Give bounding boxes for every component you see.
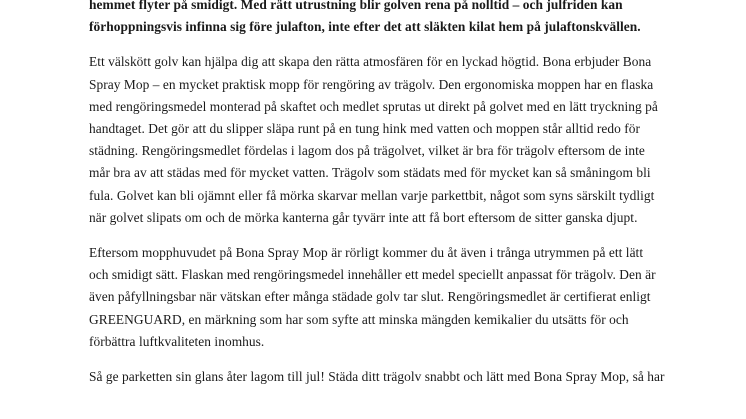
text-line: GREENGUARD, en märkning som har som syfte att minska mängden kemikalier du utsätts för och bbox=[89, 311, 629, 327]
body-paragraph-3 bbox=[89, 366, 669, 388]
body-paragraph-1 bbox=[89, 51, 669, 229]
text-line: med rengöringsmedel monterad på skaftet och medlet sprutas ut direkt på golvet med en lätt tryckning på bbox=[89, 98, 658, 114]
intro-paragraph bbox=[89, 0, 669, 38]
text-line: Spray Mop – en mycket praktisk mopp för rengöring av trägolv. Den ergonomiska moppen har en flaska bbox=[89, 76, 654, 92]
text-line: och smidigt sätt. Flaskan med rengöringsmedel innehåller ett medel speciellt anpassat för trägolv. Den är bbox=[89, 267, 656, 283]
text-line: städning. Rengöringsmedlet fördelas i lagom dos på trägolvet, vilket är bra för trägolv eftersom de inte bbox=[89, 143, 645, 159]
body-paragraph-2 bbox=[89, 242, 669, 353]
text-line: även påfyllningsbar när vätskan efter många städade golv tar slut. Rengöringsmedlet är certifierat enligt bbox=[89, 289, 651, 305]
text-line: förbättra luftkvaliteten inomhus. bbox=[89, 333, 265, 349]
text-line: handtaget. Det gör att du slipper släpa runt på en tung hink med vatten och moppen står alltid redo för bbox=[89, 121, 641, 137]
text-line: när golvet slipats om och de mörka kanterna går tyvärr inte att få bort eftersom de sitter ganska djupt. bbox=[89, 209, 638, 225]
text-line: mår bra av att städas med för mycket vatten. Trägolv som städats med för mycket kan så småningom bli bbox=[89, 165, 651, 181]
text-line: Ett välskött golv kan hjälpa dig att skapa den rätta atmosfären för en lyckad högtid. Bona erbjuder Bona bbox=[89, 54, 652, 70]
text-line: fula. Golvet kan bli ojämnt eller få mörka skarvar mellan varje parkettbit, något som syns särskilt tydligt bbox=[89, 187, 655, 203]
document-page bbox=[89, 0, 669, 388]
text-line: hemmet flyter på smidigt. Med rätt utrustning blir golven rena på nolltid – och julfriden kan bbox=[89, 0, 623, 12]
text-line: Så ge parketten sin glans åter lagom till jul! Städa ditt trägolv snabbt och lätt med Bona Spray Mop, så har bbox=[89, 369, 665, 385]
text-line: Eftersom mopphuvudet på Bona Spray Mop är rörligt kommer du åt även i trånga utrymmen på ett lätt bbox=[89, 245, 644, 261]
text-line: förhoppningsvis infinna sig före julafton, inte efter det att släkten kilat hem på julaftonskvällen. bbox=[89, 19, 641, 35]
